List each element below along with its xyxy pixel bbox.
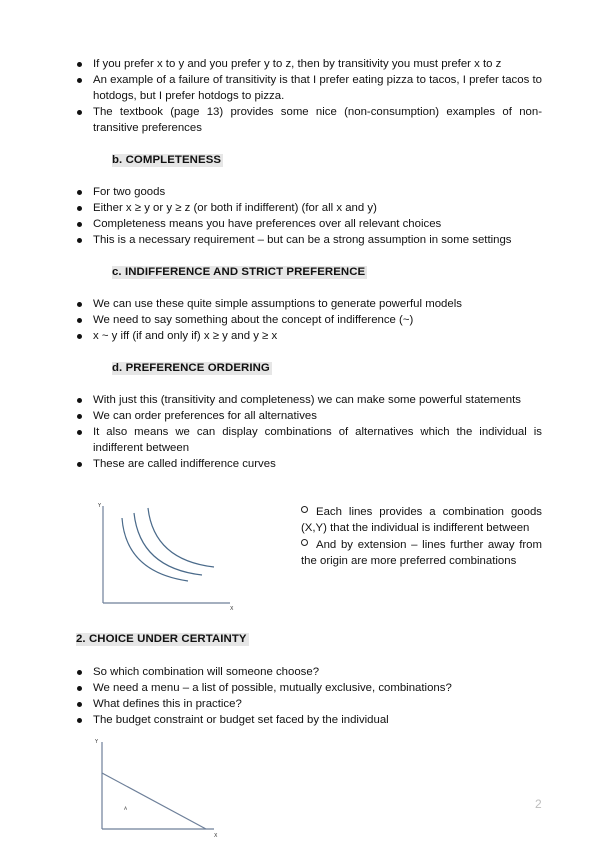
sub-list-item-text: Each lines provides a combination goods (X,Y) that the individual is indifferent between <box>301 506 542 535</box>
budget-line <box>102 773 206 829</box>
list-item: The budget constraint or budget set faced by the individual <box>0 712 600 728</box>
choice-bullet-list <box>0 664 600 728</box>
hollow-bullet-icon <box>301 506 308 513</box>
x-axis-label: X <box>230 606 234 612</box>
list-item: We can order preferences for all alternatives <box>0 408 600 424</box>
completeness-bullet-list <box>0 184 600 248</box>
list-item: We can use these quite simple assumptions to generate powerful models <box>0 296 600 312</box>
choice-under-certainty-heading <box>76 631 249 647</box>
y-axis-label: Y <box>95 739 99 745</box>
preference-ordering-heading <box>112 360 272 376</box>
budget-constraint-graph <box>88 734 228 844</box>
list-item: With just this (transitivity and completeness) we can make some powerful statements <box>0 392 600 408</box>
list-item: x ~ y iff (if and only if) x ≥ y and y ≥ x <box>0 328 600 344</box>
list-item: Either x ≥ y or y ≥ z (or both if indifferent) (for all x and y) <box>0 200 600 216</box>
list-item: We need a menu – a list of possible, mutually exclusive, combinations? <box>0 680 600 696</box>
choice-under-certainty-heading-text: 2. CHOICE UNDER CERTAINTY <box>76 633 247 645</box>
list-item: An example of a failure of transitivity is that I prefer eating pizza to tacos, I prefer tacos to hotdogs, but I prefer hotdogs to pizza. <box>0 72 600 104</box>
list-item: These are called indifference curves <box>0 456 600 472</box>
list-item: What defines this in practice? <box>0 696 600 712</box>
sub-list-item-text: And by extension – lines further away from the origin are more preferred combinations <box>301 538 542 567</box>
indifference-curve-3 <box>148 508 214 567</box>
preference-ordering-bullet-list <box>0 392 600 472</box>
indifference-curve-2 <box>134 513 202 575</box>
completeness-heading-text: b. COMPLETENESS <box>112 154 222 166</box>
indifference-curve-1 <box>122 518 188 581</box>
sub-list-item <box>244 504 542 537</box>
indifference-curves-graph <box>92 498 244 614</box>
list-item: It also means we can display combinations of alternatives which the individual is indifferent between <box>0 424 600 456</box>
completeness-heading <box>112 152 223 168</box>
list-item: We need to say something about the concept of indifference (~) <box>0 312 600 328</box>
transitivity-bullet-list <box>0 56 600 136</box>
list-item: So which combination will someone choose? <box>0 664 600 680</box>
indifference-heading <box>112 264 367 280</box>
hollow-bullet-icon <box>301 539 308 546</box>
preference-ordering-heading-text: d. PREFERENCE ORDERING <box>112 362 270 374</box>
page-number: 2 <box>535 797 542 811</box>
indifference-curve-notes <box>244 504 542 569</box>
list-item: This is a necessary requirement – but can be a strong assumption in some settings <box>0 232 600 248</box>
list-item: For two goods <box>0 184 600 200</box>
indifference-heading-text: c. INDIFFERENCE AND STRICT PREFERENCE <box>112 266 366 278</box>
list-item: Completeness means you have preferences over all relevant choices <box>0 216 600 232</box>
budget-set-label: A <box>124 807 128 812</box>
y-axis-label: Y <box>98 503 102 509</box>
x-axis-label: X <box>214 833 218 839</box>
sub-list-item <box>244 537 542 570</box>
list-item: If you prefer x to y and you prefer y to z, then by transitivity you must prefer x to z <box>0 56 600 72</box>
list-item: The textbook (page 13) provides some nice (non-consumption) examples of non-transitive preferences <box>0 104 600 136</box>
indifference-bullet-list <box>0 296 600 344</box>
